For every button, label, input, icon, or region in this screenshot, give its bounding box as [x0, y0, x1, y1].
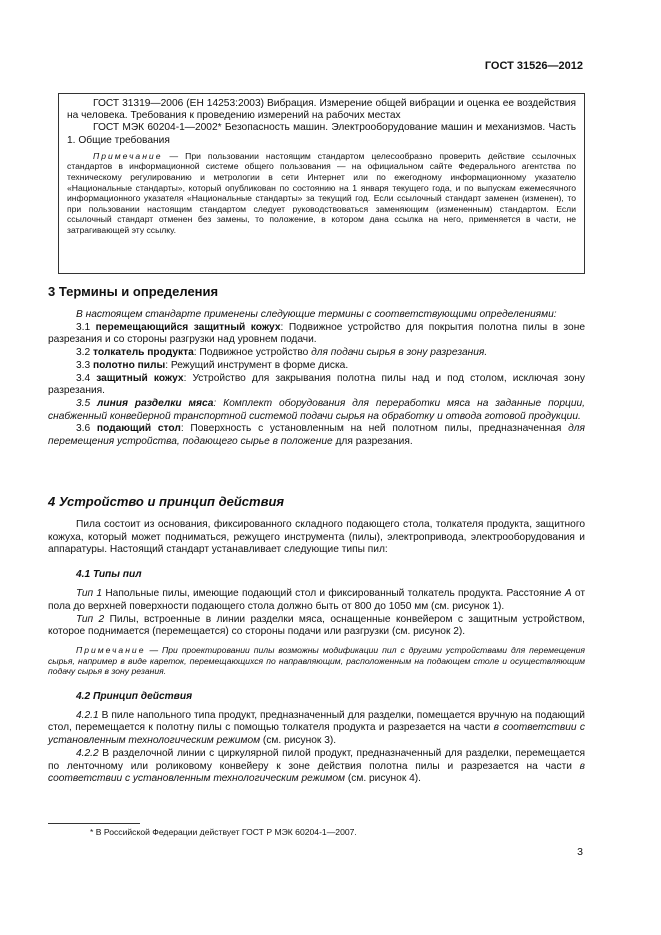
- reference-item: ГОСТ 31319—2006 (ЕН 14253:2003) Вибрация. Измерение общей вибрации и оценка ее воздействия на человека. Требования к проведению измерений на рабочих местах: [67, 98, 576, 122]
- term-3-3: 3.3 полотно пилы: Режущий инструмент в форме диска.: [76, 359, 349, 371]
- term-3-2: 3.2 толкатель продукта: Подвижное устройство для подачи сырья в зону разрезания.: [76, 347, 488, 359]
- subsection-4-2-title: 4.2 Принцип действия: [76, 690, 193, 702]
- references-note: [67, 151, 576, 236]
- saw-type-1: Тип 1 Напольные пилы, имеющие подающий стол и фиксированный толкатель продукта. Расстояние А от пола до верхней поверхности подающего стола должно быть от 800 до 1050 мм (см. рисунок 1).: [48, 588, 585, 612]
- subsection-4-1-title: 4.1 Типы пил: [76, 569, 142, 581]
- saw-type-2: Тип 2 Пилы, встроенные в линии разделки мяса, оснащенные конвейером с защитным устройством, которое поднимается (перемещается) со стороны подачи или разгрузки (см. рисунок 2).: [48, 613, 586, 638]
- normative-references-box: [58, 93, 585, 274]
- section-4-note: Примечание — При проектировании пилы возможны модификации пил с другими устройствами для перемещения сырья, например в виде кареток, перемещающихся по направляющим, расположенным на подающем столе и осуществляющим подачу сырья в зону резания.: [48, 644, 585, 677]
- note-text: — При пользовании настоящим стандартом целесообразно проверить действие ссылочных стандартов в информационной системе общего пользования — на официальном сайте Федерального агентства по техническому регулированию и метрологии в сети Интернет или по ежегодному информационному указателю «Национальные стандарты», который опубликован по состоянию на 1 января текущего года, и по выпускам ежемесячного информационного указателя «Национальные стандарты» за текущий год. Если ссылочный стандарт заменен (изменен), то при пользовании настоящим стандартом следует руководствоваться заменяющим (измененным) стандартом. Если ссылочный стандарт отменен без замены, то положение, в котором дана ссылка на него, применяется в части, не затрагивающей эту ссылку.: [67, 150, 576, 235]
- document-id-header: ГОСТ 31526—2012: [484, 60, 583, 72]
- section-4-intro: Пила состоит из основания, фиксированного складного подающего стола, толкателя продукта, защитного кожуха, который может подниматься, режущего инструмента (пилы), электропривода, электрооборудования и аппаратуры. Настоящий стандарт устанавливает следующие типы пил:: [48, 519, 585, 556]
- footnote: * В Российской Федерации действует ГОСТ Р МЭК 60204-1—2007.: [90, 827, 357, 837]
- footnote-divider: [48, 823, 140, 824]
- page-number: 3: [577, 846, 583, 858]
- section-3-title: 3 Термины и определения: [48, 284, 219, 299]
- section-3-intro: В настоящем стандарте применены следующие термины с соответствующими определениями:: [76, 309, 557, 320]
- term-3-4: 3.4 защитный кожух: Устройство для закрывания полотна пилы над и под столом, исключая зону разрезания.: [48, 372, 585, 397]
- term-3-5: 3.5 линия разделки мяса: Комплект оборудования для переработки мяса на заданные порции, снабженный конвейерной транспортной системой подачи сырья на обработку и отвода готовой продукции.: [48, 397, 585, 422]
- note-label: Примечание: [93, 150, 163, 161]
- term-3-6: 3.6 подающий стол: Поверхность с установленным на ней полотном пилы, предназначенная для перемещения устройства, подающего сырье в положение для разрезания.: [48, 423, 585, 448]
- section-4-title: 4 Устройство и принцип действия: [48, 494, 285, 509]
- paragraph-4-2-2: 4.2.2 В разделочной линии с циркулярной пилой продукт, предназначенный для разделки, перемещается по ленточному или роликовому конвейеру к зоне действия полотна пилы и разрезается на части в соответствии с установленным технологическим режимом (см. рисунок 4).: [48, 747, 585, 785]
- section-3: [48, 284, 585, 449]
- paragraph-4-2-1: 4.2.1 В пиле напольного типа продукт, предназначенный для разделки, помещается вручную на подающий стол, перемещается к полотну пилы с помощью толкателя продукта и разрезается на части в соответствии с установленным технологическим режимом (см. рисунок 3).: [48, 709, 586, 747]
- reference-item: ГОСТ МЭК 60204-1—2002* Безопасность машин. Электрооборудование машин и механизмов. Часть 1. Общие требования: [67, 122, 576, 146]
- section-4: [48, 494, 585, 786]
- term-3-1: 3.1 перемещающийся защитный кожух: Подвижное устройство для покрытия полотна пилы в зоне разрезания и со стороны разгрузки над уровнем подачи.: [48, 321, 586, 346]
